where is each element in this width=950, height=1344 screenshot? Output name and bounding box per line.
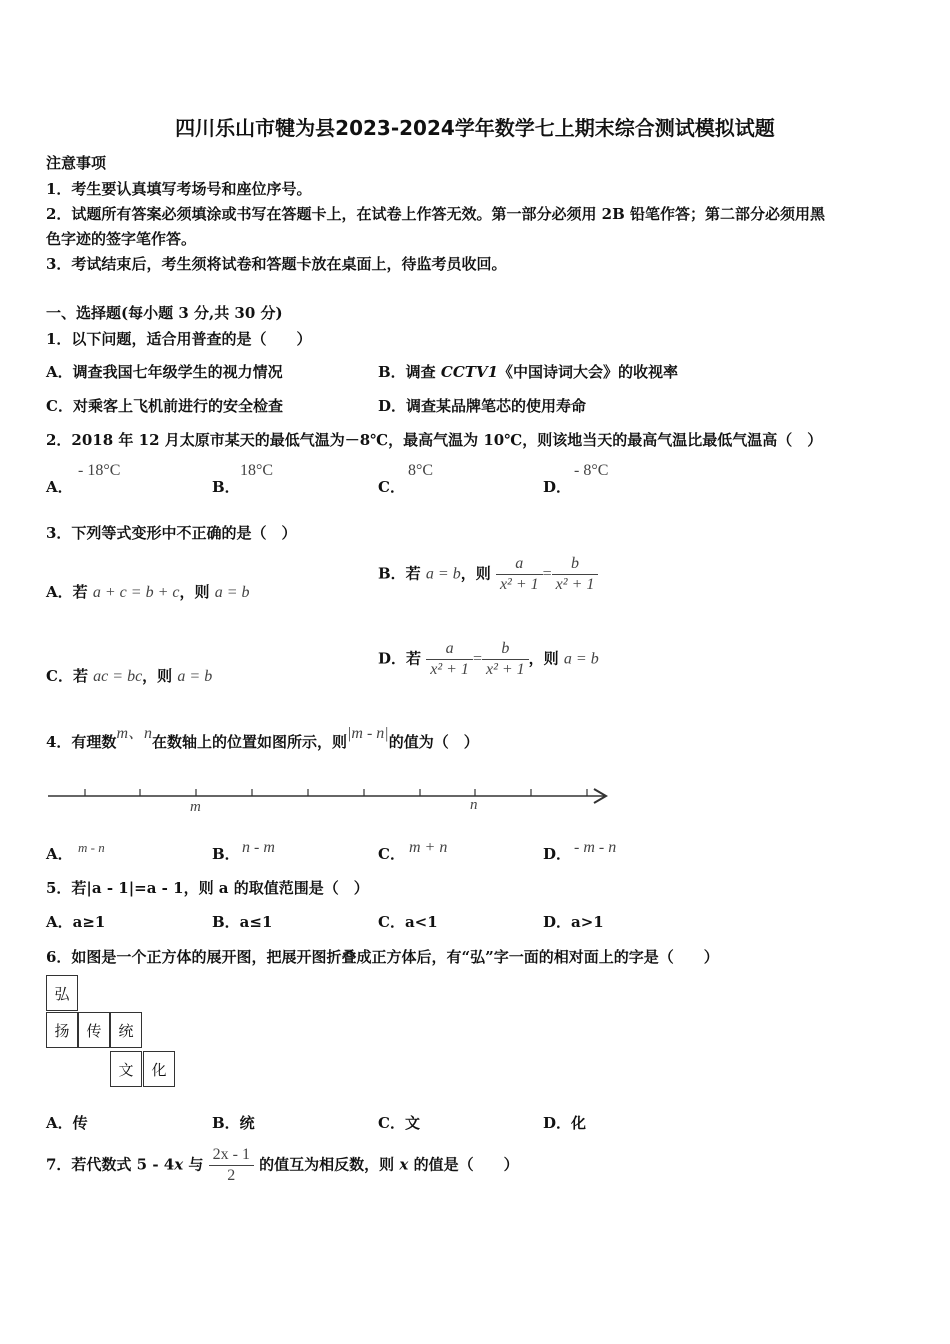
q2-label-c: C． xyxy=(378,478,405,496)
q3-a-pre: A．若 xyxy=(46,583,93,601)
q3-d-mid: ，则 xyxy=(528,649,564,668)
q3-c-math: ac = bc xyxy=(93,668,143,685)
q4-label-d: D． xyxy=(543,845,572,863)
q4-stem-mid: 在数轴上的位置如图所示，则 xyxy=(152,733,348,751)
page-title: 四川乐山市犍为县2023-2024学年数学七上期末综合测试模拟试题 xyxy=(175,116,775,140)
net-cell: 扬 xyxy=(46,1012,78,1048)
q7-post-var: x xyxy=(399,1155,409,1174)
q4-label-a: A． xyxy=(46,845,73,863)
q3-a-res: a = b xyxy=(214,584,250,601)
fraction xyxy=(209,1145,254,1186)
q7-post2: 的值是（ ） xyxy=(408,1155,519,1174)
frac-num: b xyxy=(482,639,529,660)
fraction xyxy=(482,639,529,680)
q7-stem-pre: 7．若代数式 5 - 4 xyxy=(46,1155,175,1174)
q3-stem: 3．下列等式变形中不正确的是（ ） xyxy=(46,524,297,542)
q6-stem: 6．如图是一个正方体的展开图，把展开图折叠成正方体后，有“弘”字一面的相对面上的字是（ ） xyxy=(46,948,719,966)
q3-c-res: a = b xyxy=(177,668,213,685)
net-cell: 传 xyxy=(78,1012,110,1048)
q7-stem xyxy=(46,1145,519,1186)
net-cell: 弘 xyxy=(46,975,78,1011)
q5-option-a: A．a≥1 xyxy=(46,913,106,931)
q5-stem: 5．若|a - 1|=a - 1，则 a 的取值范围是（ ） xyxy=(46,879,369,897)
q7-post1: 的值互为相反数，则 xyxy=(253,1155,400,1174)
q3-option-c xyxy=(46,665,212,686)
q4-option-d: - m - n xyxy=(574,839,617,856)
q2-stem: 2．2018 年 12 月太原市某天的最低气温为－8℃，最高气温为 10℃，则该地当天的最高气温比最低气温高（ ） xyxy=(46,431,823,449)
frac-num: b xyxy=(552,554,599,575)
equals: = xyxy=(542,565,552,583)
q3-option-b xyxy=(378,554,598,595)
fraction xyxy=(496,554,543,595)
q1-b-em: CCTV1 xyxy=(440,363,499,381)
net-cell: 统 xyxy=(110,1012,142,1048)
frac-den: x² + 1 xyxy=(485,661,525,678)
q3-a-mid: ，则 xyxy=(179,583,215,601)
q7-mid: 与 xyxy=(183,1155,209,1174)
q5-option-d: D．a>1 xyxy=(543,913,604,931)
q6-option-c: C．文 xyxy=(378,1114,420,1132)
q4-stem-post: 的值为（ ） xyxy=(388,733,479,751)
fraction xyxy=(426,639,473,680)
notice-heading: 注意事项 xyxy=(46,154,107,172)
net-cell: 文 xyxy=(110,1051,142,1087)
frac-num: 2x - 1 xyxy=(209,1145,254,1166)
q4-vars: m、n xyxy=(116,725,152,742)
q1-option-a: A．调查我国七年级学生的视力情况 xyxy=(46,363,283,381)
q3-option-d xyxy=(378,639,599,680)
q1-option-b xyxy=(378,361,678,382)
q2-option-d: - 8°C xyxy=(574,462,609,479)
q3-c-mid: ，则 xyxy=(142,667,178,685)
q2-option-b: 18°C xyxy=(240,462,274,479)
q4-stem xyxy=(46,725,479,752)
notice-item: 1．考生要认真填写考场号和座位序号。 xyxy=(46,180,312,198)
q3-c-pre: C．若 xyxy=(46,667,94,685)
frac-den: x² + 1 xyxy=(555,576,595,593)
q2-label-b: B． xyxy=(212,478,240,496)
q4-abs-expr: |m - n| xyxy=(347,725,389,742)
q3-b-pre: B．若 xyxy=(378,564,426,583)
frac-num: a xyxy=(426,639,473,660)
q4-option-a: m - n xyxy=(78,840,105,855)
q4-label-c: C． xyxy=(378,845,405,863)
q3-d-res: a = b xyxy=(563,650,599,668)
axis-label-n: n xyxy=(470,797,478,813)
q1-b-pre: B．调查 xyxy=(378,363,441,381)
q6-option-a: A．传 xyxy=(46,1114,88,1132)
fraction xyxy=(552,554,599,595)
q1-b-post: 《中国诗词大会》的收视率 xyxy=(498,363,679,381)
q2-option-c: 8°C xyxy=(408,462,434,479)
q7-var: x xyxy=(174,1155,184,1174)
q3-a-math: a + c = b + c xyxy=(92,584,180,601)
notice-item: 3．考试结束后，考生须将试卷和答题卡放在桌面上，待监考员收回。 xyxy=(46,255,507,273)
section-heading: 一、选择题(每小题 3 分,共 30 分) xyxy=(46,304,283,322)
q3-option-a xyxy=(46,581,250,602)
frac-num: a xyxy=(496,554,543,575)
q6-option-b: B．统 xyxy=(212,1114,255,1132)
q2-label-d: D． xyxy=(543,478,572,496)
notice-item: 2．试题所有答案必须填涂或书写在答题卡上，在试卷上作答无效。第一部分必须用 2B 铅笔作答；第二部分必须用黑 xyxy=(46,205,826,223)
q5-option-b: B．a≤1 xyxy=(212,913,273,931)
q1-stem: 1．以下问题，适合用普查的是（ ） xyxy=(46,330,312,348)
q4-option-c: m + n xyxy=(409,839,448,856)
q6-option-d: D．化 xyxy=(543,1114,587,1132)
axis-ticks xyxy=(85,789,587,796)
q1-option-c: C．对乘客上飞机前进行的安全检查 xyxy=(46,397,283,415)
q4-label-b: B． xyxy=(212,845,240,863)
q3-d-pre: D．若 xyxy=(378,649,427,668)
q1-option-d: D．调查某品牌笔芯的使用寿命 xyxy=(378,397,587,415)
q2-option-a: - 18°C xyxy=(78,462,121,479)
axis-label-m: m xyxy=(190,799,201,815)
q5-option-c: C．a<1 xyxy=(378,913,438,931)
notice-item: 色字迹的签字笔作答。 xyxy=(46,230,197,248)
equals: = xyxy=(472,650,482,668)
frac-den: x² + 1 xyxy=(499,576,539,593)
q4-stem-pre: 4．有理数 xyxy=(46,733,117,751)
frac-den: x² + 1 xyxy=(430,661,469,678)
q3-b-mid: ，则 xyxy=(460,564,496,583)
number-line xyxy=(44,780,614,816)
q3-b-math: a = b xyxy=(425,565,461,583)
q2-label-a: A． xyxy=(46,478,73,496)
frac-den: 2 xyxy=(227,1167,236,1184)
net-cell: 化 xyxy=(143,1051,175,1087)
q4-option-b: n - m xyxy=(242,839,275,856)
